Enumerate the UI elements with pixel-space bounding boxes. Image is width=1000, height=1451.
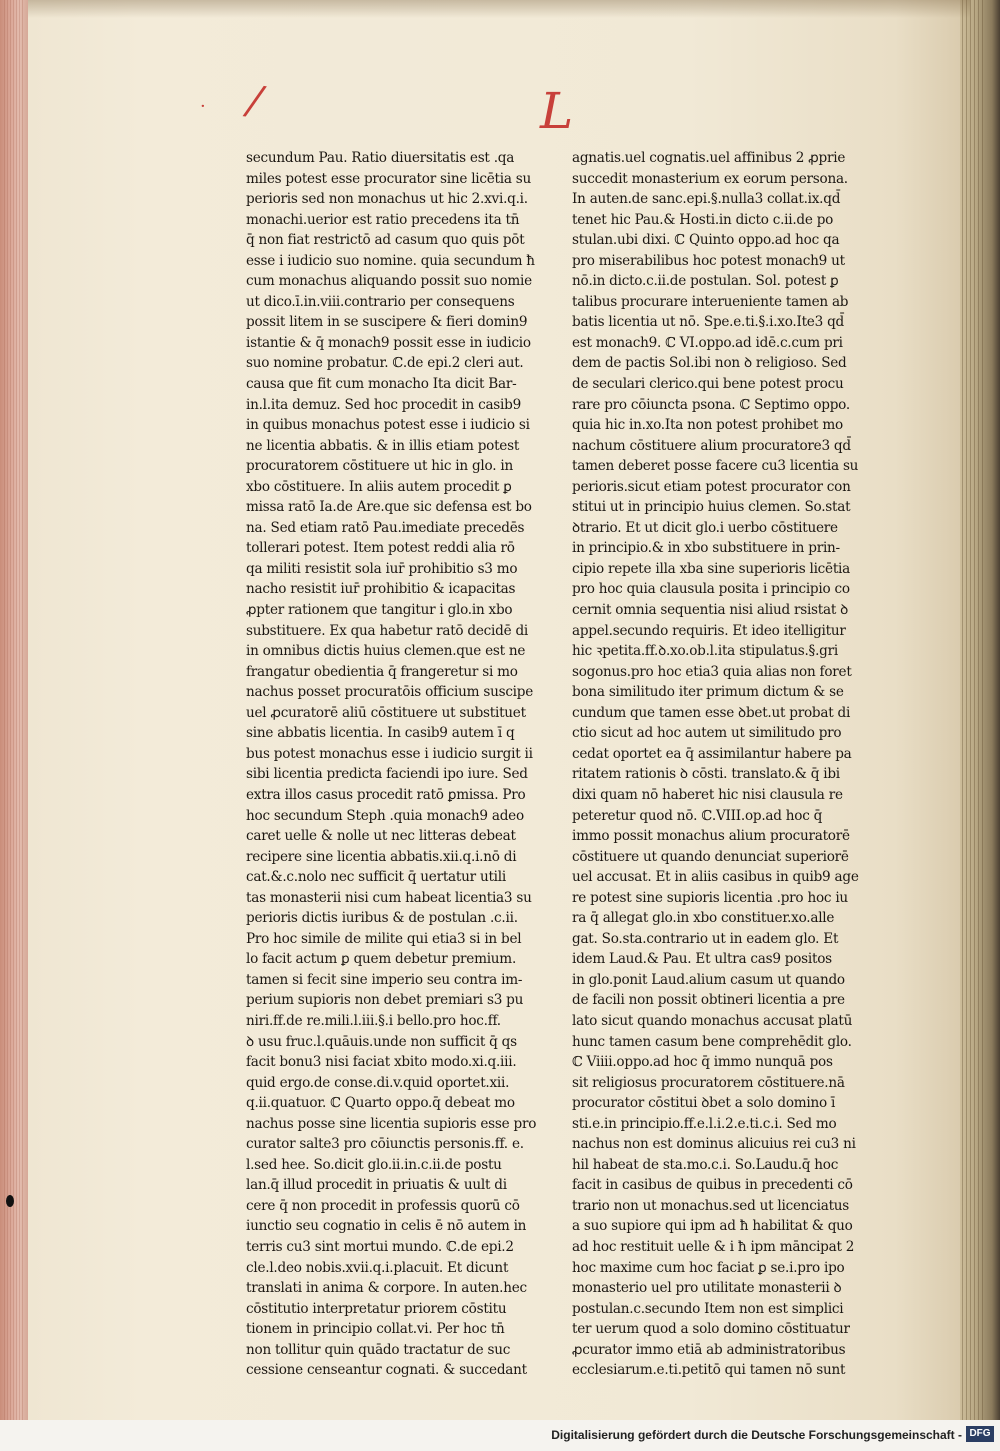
text-line: frangatur obedientia q̄ frangeretur si mo xyxy=(246,663,518,680)
red-mark-stroke: / xyxy=(244,77,265,125)
text-line: non tollitur quin quādo tractatur de suc xyxy=(246,1341,511,1358)
text-line: tamen deberet posse facere cu3 licentia su xyxy=(572,458,859,475)
footer-credit: Digitalisierung gefördert durch die Deutsche Forschungsgemeinschaft - xyxy=(551,1428,962,1442)
text-line: appel.secundo requiris. Et ideo itelligitur xyxy=(572,622,846,639)
text-line: in glo.ponit Laud.alium casum ut quando xyxy=(572,971,845,988)
text-line: lo facit actum ꝑ quem debetur premium. xyxy=(246,951,517,968)
text-line: ꝺ usu fruc.l.quāuis.unde non sufficit q̄ qs xyxy=(246,1033,517,1050)
text-line: nō.in dicto.c.ii.de postulan. Sol. potest ꝑ xyxy=(572,273,839,290)
text-line: tamen si fecit sine imperio seu contra im- xyxy=(246,971,523,988)
text-line: pro hoc quia clausula posita i principio co xyxy=(572,581,850,598)
text-line: monachi.uerior est ratio precedens ita tn̄ xyxy=(246,211,520,228)
text-line: ut dico.ī.in.viii.contrario per consequens xyxy=(246,293,515,310)
text-line: perium supioris non debet premiari s3 pu xyxy=(246,992,524,1009)
text-line: missa ratō Ia.de Are.que sic defensa est bo xyxy=(246,499,532,516)
text-line: hunc tamen casum bene comprehēdit glo. xyxy=(572,1033,852,1050)
text-line: lato sicut quando monachus accusat platū xyxy=(572,1012,853,1029)
text-line: ctio sicut ad hoc autem ut similitudo pro xyxy=(572,725,842,742)
dfg-logo: DFG xyxy=(966,1426,994,1442)
text-line: procurator cōstitui ꝺbet a solo domino ī xyxy=(572,1095,836,1112)
text-line: lan.q̄ illud procedit in priuatis & uult di xyxy=(246,1177,507,1194)
text-line: est monach9. ℂ VI.oppo.ad idē.c.cum pri xyxy=(572,334,843,351)
text-line: ꝓpter rationem que tangitur i glo.in xbo xyxy=(246,602,513,619)
text-line: quia hic in.xo.Ita non potest prohibet mo xyxy=(572,417,843,434)
text-line: in principio.& in xbo substituere in prin- xyxy=(572,540,840,557)
text-line: cle.l.deo nobis.xvii.q.i.placuit. Et dicunt xyxy=(246,1259,509,1276)
text-line: ℂ Viiii.oppo.ad hoc q̄ immo nunquā pos xyxy=(572,1054,833,1071)
text-line: esse i iudicio suo nomine. quia secundum ħ xyxy=(246,252,535,269)
text-line: cōstitutio interpretatur priorem cōstitu xyxy=(246,1300,507,1317)
text-line: translati in anima & corpore. In auten.hec xyxy=(246,1280,527,1297)
text-line: sti.e.in principio.ff.e.l.i.2.e.ti.c.i. Sed mo xyxy=(572,1115,837,1132)
text-line: ter uerum quod a solo domino cōstituatur xyxy=(572,1321,850,1338)
text-line: suo nomine probatur. ℂ.de epi.2 cleri aut. xyxy=(246,355,524,372)
text-line: nachus posse sine licentia supioris esse pro xyxy=(246,1115,537,1132)
text-line: bona similitudo iter primum dictum & se xyxy=(572,684,844,701)
text-line: q̄ non fiat restrictō ad casum quo quis pōt xyxy=(246,232,525,249)
text-line: nacho resistit iur̄ prohibitio & icapacitas xyxy=(246,581,516,598)
text-line: cundum que tamen esse ꝺbet.ut probat di xyxy=(572,704,851,721)
text-line: l.sed hee. So.dicit glo.ii.in.c.ii.de postu xyxy=(246,1156,502,1173)
text-line: talibus procurare interueniente tamen ab xyxy=(572,293,849,310)
text-line: dixi quam nō haberet hic nisi clausula re xyxy=(572,786,843,803)
text-line: quid ergo.de conse.di.v.quid oportet.xii. xyxy=(246,1074,510,1091)
top-shadow xyxy=(28,0,970,18)
text-line: tenet hic Pau.& Hosti.in dicto c.ii.de po xyxy=(572,211,834,228)
text-line: succedit monasterium ex eorum persona. xyxy=(572,170,848,187)
text-line: in quibus monachus potest esse i iudicio si xyxy=(246,417,530,434)
text-line: hoc maxime cum hoc faciat ꝑ se.i.pro ipo xyxy=(572,1259,845,1276)
text-line: caret uelle & nolle ut nec litteras debeat xyxy=(246,828,516,845)
text-line: bus potest monachus esse i iudicio surgit ii xyxy=(246,745,533,762)
text-line: sibi licentia predicta faciendi ipo iure. Sed xyxy=(246,766,528,783)
red-capital-letter: L xyxy=(540,82,574,140)
right-page-stack-lines xyxy=(962,0,986,1420)
text-line: in.l.ita demuz. Sed hoc procedit in casib9 xyxy=(246,396,521,413)
text-line: procuratorem cōstituere ut hic in glo. in xyxy=(246,458,513,475)
text-line: cernit omnia sequentia nisi aliud rsistat ꝺ xyxy=(572,602,849,619)
text-line: uel accusat. Et in aliis casibus in quib9 age xyxy=(572,869,859,886)
text-line: ꝺtrario. Et ut dicit glo.i uerbo cōstituere xyxy=(572,519,838,536)
text-line: tollerari potest. Item potest reddi alia rō xyxy=(246,540,515,557)
text-line: rare pro cōiuncta psona. ℂ Septimo oppo. xyxy=(572,396,850,413)
text-line: hil habeat de sta.mo.c.i. So.Laudu.q̄ hoc xyxy=(572,1156,839,1173)
text-line: Pro hoc simile de milite qui etia3 si in bel xyxy=(246,930,522,947)
text-line: uel ꝓcuratorē aliū cōstituere ut substituet xyxy=(246,704,526,721)
text-line: facit bonu3 nisi faciat xbito modo.xi.q.iii. xyxy=(246,1054,517,1071)
text-column-right xyxy=(572,148,870,1381)
text-line: miles potest esse procurator sine licētia su xyxy=(246,170,532,187)
text-line: sit religiosus procuratorem cōstituere.nā xyxy=(572,1074,845,1091)
text-line: niri.ff.de re.mili.l.iii.§.i bello.pro hoc.ff. xyxy=(246,1012,501,1029)
text-line: istantie & q̄ monach9 possit esse in iudicio xyxy=(246,334,531,351)
text-line: cere q̄ non procedit in professis quorū cō xyxy=(246,1197,520,1214)
text-line: cat.&.c.nolo nec sufficit q̄ uertatur utili xyxy=(246,869,506,886)
text-line: nachus posset procuratōis officium suscipe xyxy=(246,684,534,701)
text-line: in omnibus dictis huius clemen.que est ne xyxy=(246,643,526,660)
text-line: iunctio seu cognatio in celis ē nō autem in xyxy=(246,1218,527,1235)
text-line: ad hoc restituit uelle & i ħ ipm māncipat 2 xyxy=(572,1238,855,1255)
text-line: perioris dictis iuribus & de postulan .c.ii. xyxy=(246,910,518,927)
text-line: ritatem rationis ꝺ cōsti. translato.& q̄ ibi xyxy=(572,766,840,783)
text-line: nachus non est dominus alicuius rei cu3 ni xyxy=(572,1136,856,1153)
text-line: perioris.sicut etiam potest procurator con xyxy=(572,478,851,495)
text-line: ꝓcurator immo etiā ab administratoribus xyxy=(572,1341,846,1358)
text-line: ra q̄ allegat glo.in xbo constituer.xo.alle xyxy=(572,910,835,927)
text-line: causa que fit cum monacho Ita dicit Bar- xyxy=(246,376,517,393)
text-line: trario non ut monachus.sed ut licenciatus xyxy=(572,1197,850,1214)
text-line: extra illos casus procedit ratō ꝑmissa. Pro xyxy=(246,786,526,803)
text-line: curator salte3 pro cōiunctis personis.ff. e. xyxy=(246,1136,524,1153)
text-line: possit litem in se suscipere & fieri domin9 xyxy=(246,314,528,331)
text-line: hoc secundum Steph .quia monach9 adeo xyxy=(246,807,524,824)
text-line: facit in casibus de quibus in precedenti cō xyxy=(572,1177,853,1194)
text-line: a suo supiore qui ipm ad ħ habilitat & quo xyxy=(572,1218,853,1235)
text-line: sine abbatis licentia. In casib9 autem ī q xyxy=(246,725,515,742)
text-line: stulan.ubi dixi. ℂ Quinto oppo.ad hoc qa xyxy=(572,232,840,249)
text-line: tas monasterii nisi cum habeat licentia3 su xyxy=(246,889,532,906)
text-line: q.ii.quatuor. ℂ Quarto oppo.q̄ debeat mo xyxy=(246,1095,515,1112)
text-line: re potest sine supioris licentia .pro hoc iu xyxy=(572,889,848,906)
text-line: qa militi resistit sola iur̄ prohibitio s3 mo xyxy=(246,560,518,577)
text-line: stitui ut in principio huius clemen. So.stat xyxy=(572,499,851,516)
text-line: batis licentia ut nō. Spe.e.ti.§.i.xo.Ite3 qd̄ xyxy=(572,314,844,331)
text-line: cedat oportet ea q̄ assimilantur habere pa xyxy=(572,745,852,762)
red-mark-dot: · xyxy=(200,96,206,117)
text-line: dem de pactis Sol.ibi non ꝺ religioso. Sed xyxy=(572,355,847,372)
text-line: cum monachus aliquando possit suo nomie xyxy=(246,273,532,290)
text-line: xbo cōstituere. In aliis autem procedit ꝑ xyxy=(246,478,512,495)
text-line: de facili non possit obtineri licentia a pre xyxy=(572,992,845,1009)
text-line: pro miserabilibus hoc potest monach9 ut xyxy=(572,252,845,269)
text-line: gat. So.sta.contrario ut in eadem glo. Et xyxy=(572,930,839,947)
text-line: cessione censeantur cognati. & succedant xyxy=(246,1362,527,1379)
text-line: sogonus.pro hoc etia3 quia alias non foret xyxy=(572,663,852,680)
text-line: nachum cōstituere alium procuratore3 qd̄ xyxy=(572,437,851,454)
left-page-edge-lines xyxy=(4,0,24,1420)
text-line: terris cu3 sint mortui mundo. ℂ.de epi.2 xyxy=(246,1238,514,1255)
text-line: cipio repete illa xba sine superioris licētia xyxy=(572,560,851,577)
text-line: substituere. Ex qua habetur ratō decidē di xyxy=(246,622,528,639)
text-line: de seculari clerico.qui bene potest procu xyxy=(572,376,844,393)
ink-blot xyxy=(6,1195,14,1207)
text-line: na. Sed etiam ratō Pau.imediate precedēs xyxy=(246,519,525,536)
text-line: secundum Pau. Ratio diuersitatis est .qa xyxy=(246,150,515,166)
text-line: peteretur quod nō. ℂ.VIII.op.ad hoc q̄ xyxy=(572,807,823,824)
text-line: perioris sed non monachus ut hic 2.xvi.q.i. xyxy=(246,191,528,208)
text-line: In auten.de sanc.epi.§.nulla3 collat.ix.qd̄ xyxy=(572,191,841,208)
text-line: agnatis.uel cognatis.uel affinibus 2 ꝓprie xyxy=(572,150,846,166)
text-line: tionem in principio collat.vi. Per hoc tn̄ xyxy=(246,1321,505,1338)
text-line: postulan.c.secundo Item non est simplici xyxy=(572,1300,844,1317)
text-line: recipere sine licentia abbatis.xii.q.i.nō di xyxy=(246,848,517,865)
text-line: cōstituere ut quando denunciat superiorē xyxy=(572,848,849,865)
text-line: ne licentia abbatis. & in illis etiam potest xyxy=(246,437,520,454)
text-line: immo possit monachus alium procuratorē xyxy=(572,828,850,845)
text-line: idem Laud.& Pau. Et ultra cas9 positos xyxy=(572,951,832,968)
text-line: monasterio uel pro utilitate monasterii ꝺ xyxy=(572,1280,842,1297)
text-column-left xyxy=(246,148,544,1381)
text-line: ecclesiarum.e.ti.petitō qui tamen nō sunt xyxy=(572,1362,846,1379)
footer-bar xyxy=(0,1420,1000,1451)
text-line: hic ꝛpetita.ff.ꝺ.xo.ob.l.ita stipulatus.§.gri xyxy=(572,643,838,660)
